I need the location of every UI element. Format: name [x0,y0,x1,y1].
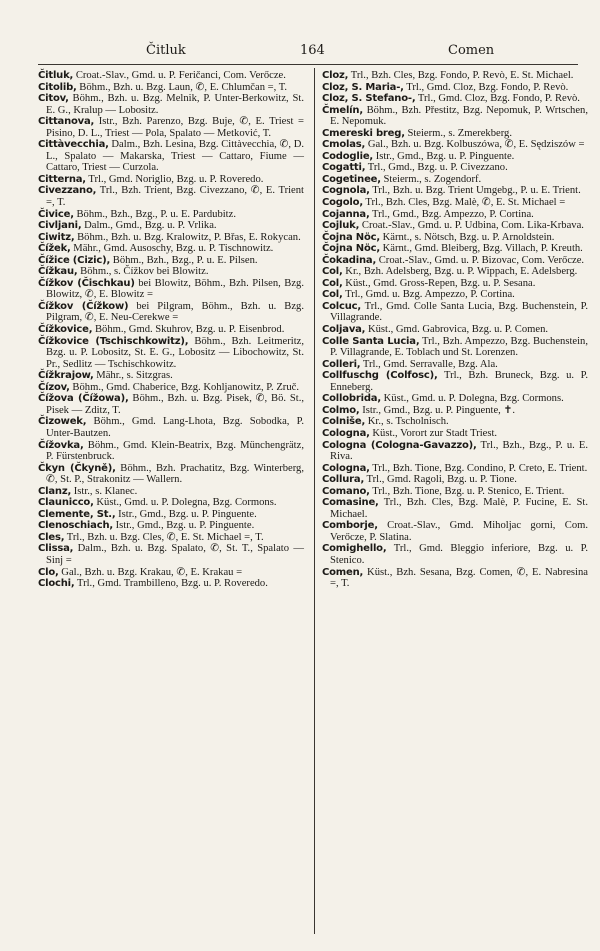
gazetteer-entry [38,382,304,394]
entry-place-name: Čitluk, [38,70,74,81]
entry-description: Küst., Vorort zur Stadt Triest. [372,427,498,439]
gazetteer-entry [38,532,304,544]
gazetteer-entry [322,370,588,393]
entry-place-name: Claunicco, [38,497,94,509]
entry-description: Küst., Gmd. Gross-Repen, Bzg. u. P. Sesana. [345,277,536,289]
left-column [38,70,304,590]
entry-place-name: Cittanova, [38,116,95,128]
gazetteer-entry [322,428,588,440]
entry-description: Steierm., s. Zogendorf. [383,173,482,185]
entry-place-name: Codoglie, [322,150,374,162]
entry-place-name: Čížkovice (Tschischkowitz), [38,335,189,347]
entry-place-name: Čkyn (Čkyně), [38,462,116,474]
entry-place-name: Čížkau, [38,266,78,278]
entry-description: Böhm., Bzh. Přestitz, Bzg. Nepomuk, P. Wrtschen, E. Nepomuk. [330,104,589,128]
entry-description: Istr., s. Klanec. [73,485,138,497]
entry-description: Trl., Bzh. Cles, Bzg. Malè, P. Fucine, E. St. Michael. [330,497,589,520]
entry-description: Trl., Bzh., Bzg., P. u. E. Riva. [330,439,589,463]
entry-description: Böhm., s. Čížkov bei Blowitz. [80,266,209,278]
entry-place-name: Colniše, [322,416,366,428]
entry-description: Istr., Gmd., Bzg. u. P. Pinguente. [115,520,255,532]
entry-place-name: Čížkovice, [38,324,93,336]
entry-description: Gal., Bzh. u. Bzg. Kolbuszówa, ✆, E. Sędziszów = [367,139,585,151]
gazetteer-entry [38,486,304,498]
gazetteer-entry [38,463,304,486]
entry-place-name: Comasine, [322,497,379,509]
column-divider [314,68,315,934]
entry-place-name: Čmelín, [322,104,363,116]
page-number: 164 [300,43,325,58]
entry-place-name: Čížkrajow, [38,370,94,382]
entry-place-name: Civljani, [38,220,82,232]
gazetteer-entry [322,185,588,197]
entry-description: Dalm., Bzh. Lesina, Bzg. Cittàvecchia, ✆, D. L., Spalato — Makarska, Triest — Cattaro, Fiume — Cattaro, Triest — Curzola. [46,139,304,174]
gazetteer-entry [322,70,588,82]
gazetteer-entry [322,359,588,371]
entry-place-name: Colcuc, [322,300,362,312]
entry-description: Trl., Gmd. Ragoli, Bzg. u. P. Tione. [366,474,517,486]
gazetteer-entry [322,289,588,301]
entry-description: Trl., Gmd. Cloz, Bzg. Fondo, P. Revò. [406,81,569,93]
gazetteer-entry [322,567,588,590]
gazetteer-entry [38,497,304,509]
entry-place-name: Colleri, [322,358,361,370]
entry-description: Trl., Bzh. u. Bzg. Cles, ✆, E. St. Michael =, T. [66,531,264,543]
entry-description: Trl., Gmd. Bleggio inferiore, Bzg. u. P. Stenico. [330,543,588,566]
gazetteer-entry [38,393,304,416]
gazetteer-entry [322,128,588,140]
entry-place-name: Citolib, [38,81,77,93]
gazetteer-entry [38,82,304,94]
entry-description: Böhm., Bzh. Leitmeritz, Bzg. u. P. Lobositz, St. E. G., Lobositz — Libochowitz, St. Pr., Sedlitz — Tschischkowitz. [46,335,304,370]
entry-place-name: Comano, [322,485,370,497]
gazetteer-entry [322,486,588,498]
entry-description: Trl., Gmd. Cloz, Bzg. Fondo, P. Revò. [417,93,580,105]
entry-description: Böhm., Bzh., Bzg., P. u. E. Pilsen. [112,254,258,266]
entry-place-name: Čokadina, [322,254,377,266]
gazetteer-entry [38,255,304,267]
entry-place-name: Clanz, [38,485,72,497]
gazetteer-entry [322,255,588,267]
entry-place-name: Ciwitz, [38,231,75,243]
entry-description: Croat.-Slav., Gmd. u. P. Udbina, Com. Lika-Krbava. [361,220,584,232]
gazetteer-entry [38,139,304,174]
gazetteer-entry [38,70,304,82]
gazetteer-entry [322,82,588,94]
entry-description: Böhm., Bzh. u. Bzg. Melnik, P. Unter-Berkowitz, St. E. G., Kralup — Lobositz. [46,93,304,116]
gazetteer-entry [322,105,588,128]
entry-description: Steierm., s. Zmerekberg. [407,127,512,139]
gazetteer-entry [322,440,588,463]
gazetteer-entry [38,370,304,382]
entry-description: Trl., Gmd., Bzg. u. P. Civezzano. [367,162,508,174]
entry-description: Küst., Bzh. Sesana, Bzg. Comen, ✆, E. Nabresina =, T. [330,566,588,590]
entry-description: Trl., Bzh. Bruneck, Bzg. u. P. Enneberg. [330,370,588,393]
entry-description: Trl., Bzh. Cles, Bzg. Malè, ✆, E. St. Michael = [365,197,566,209]
entry-description: Böhm., Bzh. u. Bzg. Kralowitz, P. Břas, E. Rokycan. [77,231,301,243]
gazetteer-entry [38,93,304,116]
header-rule [38,64,578,65]
gazetteer-entry [38,232,304,244]
gazetteer-entry [38,543,304,566]
entry-description: Kr., Bzh. Adelsberg, Bzg. u. P. Wippach, E. Adelsberg. [345,266,578,278]
gazetteer-entry [322,497,588,520]
header-left-keyword: Čitluk [146,43,186,58]
entry-place-name: Clemente, St., [38,508,116,520]
entry-place-name: Čížkov (Čížkow) [38,300,129,312]
entry-place-name: Citterna, [38,173,86,185]
gazetteer-entry [38,440,304,463]
entry-place-name: Čízov, [38,381,70,393]
gazetteer-entry [322,220,588,232]
entry-place-name: Civezzano, [38,185,97,197]
entry-description: Kärnt., Gmd. Bleiberg, Bzg. Villach, P. Kreuth. [382,243,583,255]
entry-place-name: Cojluk, [322,220,360,232]
entry-description: Trl., Bzh. Ampezzo, Bzg. Buchenstein, P. Villagrande, E. Toblach und St. Lorenzen. [330,335,588,359]
gazetteer-entry [38,266,304,278]
gazetteer-entry [38,278,304,301]
entry-place-name: Comen, [322,566,364,578]
entry-description: Trl., Bzh. u. Bzg. Trient Umgebg., P. u. E. Trient. [372,185,581,197]
entry-description: Kr., s. Tscholnisch. [367,416,449,428]
entry-place-name: Cogolo, [322,197,363,209]
gazetteer-entry [322,278,588,290]
gazetteer-entry [38,416,304,439]
entry-description: Böhm., Bzh., Bzg., P. u. E. Pardubitz. [76,208,236,220]
entry-description: Gal., Bzh. u. Bzg. Krakau, ✆, E. Krakau = [61,566,243,578]
entry-place-name: Collobrida, [322,393,381,405]
entry-place-name: Čížova (Čížowa), [38,393,129,405]
entry-place-name: Collura, [322,474,365,486]
entry-description: Dalm., Bzh. u. Bzg. Spalato, ✆, St. T., Spalato — Sinj = [46,543,304,566]
entry-place-name: Čojna Nöc, [322,243,380,255]
entry-place-name: Clochi, [38,578,75,590]
gazetteer-entry [322,266,588,278]
entry-place-name: Cmolas, [322,139,366,151]
entry-description: Böhm., Bzh. Prachatitz, Bzg. Winterberg, ✆, St. P., Strakonitz — Wallern. [46,462,305,486]
gazetteer-entry [322,336,588,359]
gazetteer-entry [38,578,304,590]
entry-place-name: Cognola, [322,185,370,197]
entry-place-name: Cogatti, [322,162,366,174]
entry-place-name: Clo, [38,566,59,578]
gazetteer-entry [38,336,304,371]
entry-description: Mähr., Gmd. Ausoschy, Bzg. u. P. Tischnowitz. [73,243,274,255]
entry-place-name: Cloz, S. Maria-, [322,81,404,93]
entry-place-name: Col, [322,277,343,289]
entry-description: Trl., Gmd. Noriglio, Bzg. u. P. Roveredo. [88,173,264,185]
entry-place-name: Cologna, [322,462,370,474]
gazetteer-entry [38,243,304,255]
gazetteer-entry [38,220,304,232]
entry-description: Trl., Gmd. Trambilleno, Bzg. u. P. Roveredo. [76,578,268,590]
entry-description: Trl., Bzh. Tione, Bzg. Condino, P. Creto, E. Trient. [372,462,588,474]
entry-place-name: Col, [322,266,343,278]
entry-description: Trl., Bzh. Trient, Bzg. Civezzano, ✆, E. Trient =, T. [46,185,304,209]
gazetteer-entry [322,232,588,244]
gazetteer-entry [322,324,588,336]
entry-place-name: Coljava, [322,324,366,336]
entry-description: Trl., Gmd. Colle Santa Lucia, Bzg. Buchenstein, P. Villagrande. [330,300,588,324]
entry-description: Trl., Gmd., Bzg. Ampezzo, P. Cortina. [372,208,534,220]
entry-description: Trl., Gmd. u. Bzg. Ampezzo, P. Cortina. [345,289,515,301]
entry-place-name: Čížkov (Čischkau) [38,277,135,289]
entry-description: Böhm., Bzh. u. Bzg. Pisek, ✆, Bö. St., Pisek — Zditz, T. [46,393,304,416]
entry-place-name: Čizowek, [38,416,87,428]
entry-description: Istr., Gmd., Bzg. u. P. Pinguente, ✝. [362,404,515,416]
entry-place-name: Čížovka, [38,439,84,451]
entry-place-name: Collfuschg (Colfosc), [322,370,438,382]
entry-description: Trl., Gmd. Serravalle, Bzg. Ala. [362,358,498,370]
gazetteer-entry [322,174,588,186]
entry-place-name: Cologna, [322,427,370,439]
page-header [38,42,578,62]
entry-description: Küst., Gmd. Gabrovica, Bzg. u. P. Comen. [367,324,549,336]
entry-description: Istr., Gmd., Bzg. u. P. Pinguente. [118,508,257,520]
entry-description: Böhm., Gmd. Lang-Lhota, Bzg. Sobodka, P. Unter-Bautzen. [46,416,304,439]
entry-description: Istr., Bzh. Parenzo, Bzg. Buje, ✆, E. Triest = Pisino, D. L., Triest — Pola, Spalato — Metković, T. [46,116,304,139]
entry-place-name: Čivice, [38,208,74,220]
entry-description: Küst., Gmd. u. P. Dolegna, Bzg. Cormons. [383,393,564,405]
entry-description: bei Blowitz, Böhm., Bzh. Pilsen, Bzg. Blowitz, ✆, E. Blowitz = [46,277,304,301]
gazetteer-entry [322,301,588,324]
gazetteer-entry [38,520,304,532]
entry-place-name: Cittàvecchia, [38,139,109,151]
gazetteer-entry [322,197,588,209]
entry-place-name: Čojna Nöc, [322,231,380,243]
header-right-keyword: Comen [448,43,495,58]
entry-description: Böhm., Gmd. Klein-Beatrix, Bzg. Münchengrätz, P. Fürstenbruck. [46,439,304,463]
entry-place-name: Čížek, [38,243,71,255]
entry-place-name: Cogetinee, [322,173,381,185]
entry-description: Dalm., Gmd., Bzg. u. P. Vrlika. [84,220,217,232]
gazetteer-entry [38,116,304,139]
entry-place-name: Citov, [38,93,69,105]
entry-place-name: Clissa, [38,543,74,555]
entry-description: Croat.-Slav., Gmd. Miholjac gorni, Com. Verőcze, P. Slatina. [330,520,588,543]
entry-description: Böhm., Gmd. Chaberice, Bzg. Kohljanowitz, P. Zruč. [72,381,299,393]
entry-place-name: Colmo, [322,404,360,416]
entry-place-name: Cojanna, [322,208,370,220]
entry-description: bei Pilgram, Böhm., Bzh. u. Bzg. Pilgram, ✆, E. Neu-Cerekwe = [46,300,304,324]
entry-place-name: Cloz, [322,70,349,81]
gazetteer-entry [322,520,588,543]
gazetteer-entry [38,185,304,208]
gazetteer-entry [322,209,588,221]
gazetteer-page [38,42,589,934]
gazetteer-entry [322,416,588,428]
right-column [322,70,588,590]
gazetteer-entry [38,509,304,521]
entry-description: Trl., Bzh. Tione, Bzg. u. P. Stenico, E. Trient. [372,485,565,497]
entry-place-name: Comighello, [322,543,387,555]
gazetteer-entry [322,405,588,417]
gazetteer-entry [38,209,304,221]
gazetteer-entry [322,139,588,151]
entry-description: Küst., Gmd. u. P. Dolegna, Bzg. Cormons. [96,497,277,509]
entry-place-name: Čížice (Cizic), [38,254,111,266]
gazetteer-entry [38,567,304,579]
entry-description: Istr., Gmd., Bzg. u. P. Pinguente. [375,150,515,162]
entry-description: Böhm., Bzh. u. Bzg. Laun, ✆, E. Chlumčan =, T. [79,81,288,93]
gazetteer-entry [38,174,304,186]
entry-description: Kärnt., s. Nötsch, Bzg. u. P. Arnoldstein. [382,231,555,243]
entry-description: Mähr., s. Sitzgras. [96,370,173,382]
entry-description: Böhm., Gmd. Skuhrov, Bzg. u. P. Eisenbrod. [94,324,285,336]
entry-place-name: Cmereski breg, [322,127,405,139]
entry-description: Trl., Bzh. Cles, Bzg. Fondo, P. Revò, E. St. Michael. [350,70,574,81]
entry-place-name: Clenoschiach, [38,520,113,532]
gazetteer-entry [322,474,588,486]
gazetteer-entry [38,301,304,324]
gazetteer-entry [322,543,588,566]
gazetteer-entry [322,243,588,255]
entry-description: Croat.-Slav., Gmd. u. P. Bizovac, Com. Verőcze. [378,254,585,266]
gazetteer-entry [322,162,588,174]
entry-place-name: Col, [322,289,343,301]
entry-place-name: Colle Santa Lucia, [322,335,420,347]
gazetteer-entry [38,324,304,336]
gazetteer-entry [322,463,588,475]
entry-description: Croat.-Slav., Gmd. u. P. Feričanci, Com. Verőcze. [75,70,286,81]
entry-place-name: Cologna (Cologna-Gavazzo), [322,439,477,451]
gazetteer-entry [322,93,588,105]
entry-place-name: Cloz, S. Stefano-, [322,93,416,105]
entry-place-name: Cles, [38,531,65,543]
gazetteer-entry [322,393,588,405]
entry-place-name: Comborje, [322,520,378,532]
gazetteer-entry [322,151,588,163]
